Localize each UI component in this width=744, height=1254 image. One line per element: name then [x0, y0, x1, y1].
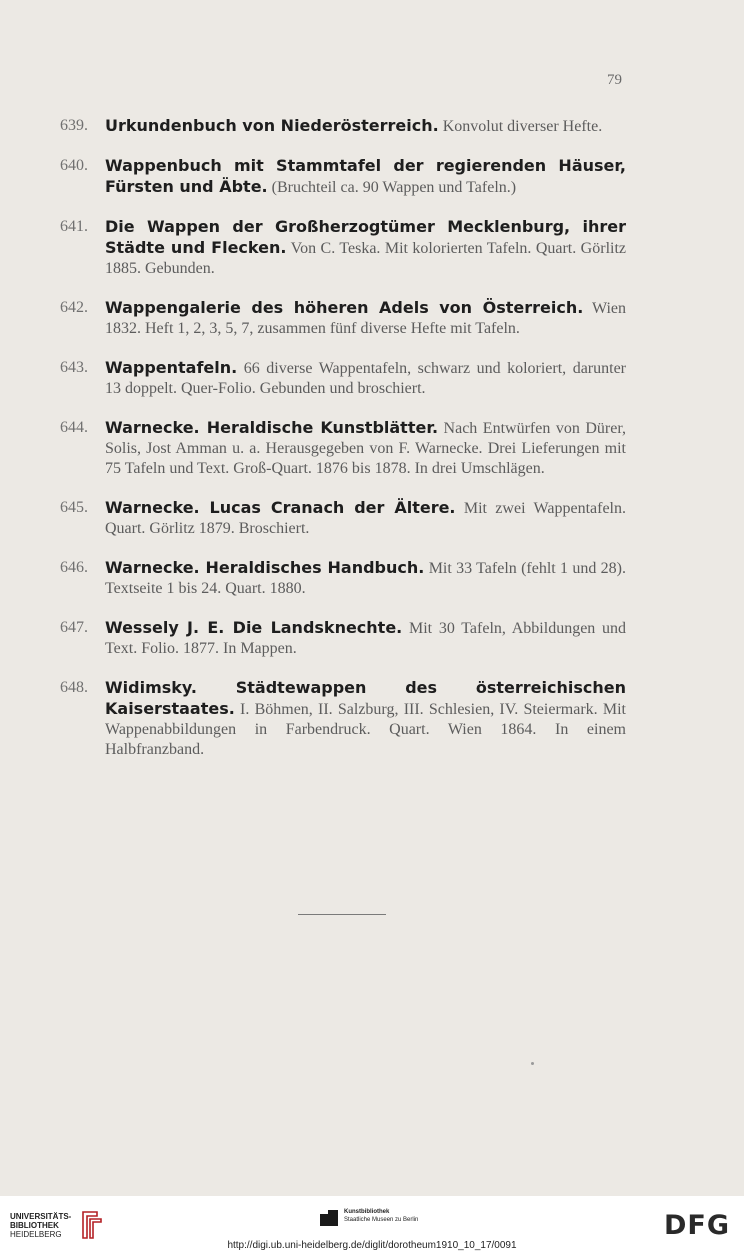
dfg-logo[interactable]: DFG	[663, 1210, 730, 1241]
ub-line-1: UNIVERSITÄTS-	[10, 1211, 72, 1221]
entry-body	[105, 678, 626, 760]
catalog-entry	[60, 418, 626, 479]
entry-number: 641.	[60, 218, 88, 235]
catalog-entry	[60, 678, 626, 760]
entry-body	[105, 498, 626, 539]
entry-body	[105, 156, 626, 198]
entry-text: Mit 30 Tafeln, Abbildungen und Text. Folio. 1877. In Mappen.	[105, 620, 627, 657]
ub-heidelberg-logo[interactable]	[10, 1210, 103, 1240]
entry-number: 645.	[60, 499, 88, 516]
entry-number: 646.	[60, 559, 88, 576]
entry-number: 644.	[60, 419, 88, 436]
entry-title: Warnecke. Heraldische Kunstblätter.	[105, 418, 439, 437]
entry-number: 639.	[60, 117, 88, 134]
entry-text: Nach Entwürfen von Dürer, Solis, Jost Amman u. a. Herausgegeben von F. Warnecke. Drei Lieferungen mit 75 Tafeln und Text. Groß-Quart. 1876 bis 1878. In drei Umschlägen.	[105, 420, 627, 477]
entry-title: Widimsky. Städtewappen des österreichischen Kaiserstaates.	[105, 678, 626, 718]
entry-number: 647.	[60, 619, 88, 636]
section-divider	[298, 914, 386, 915]
source-url-link[interactable]: http://digi.ub.uni-heidelberg.de/diglit/dorotheum1910_10_17/0091	[227, 1240, 517, 1251]
catalog-entry	[60, 498, 626, 539]
kb-line-1: Kunstbibliothek	[344, 1209, 390, 1215]
entry-text: I. Böhmen, II. Salzburg, III. Schlesien, IV. Steiermark. Mit Wappenabbildungen in Farbendruck. Quart. Wien 1864. In einem Halbfranzband.	[105, 701, 626, 758]
kunstbibliothek-text	[344, 1208, 418, 1224]
entry-body	[105, 358, 626, 399]
catalog-entry	[60, 217, 626, 279]
ub-line-2: BIBLIOTHEK	[10, 1220, 59, 1230]
entry-number: 640.	[60, 157, 88, 174]
entry-text: Wien 1832. Heft 1, 2, 3, 5, 7, zusammen fünf diverse Hefte mit Tafeln.	[105, 300, 626, 337]
catalog-entry	[60, 156, 626, 198]
entry-body	[105, 116, 626, 137]
catalog-entry	[60, 116, 626, 137]
paper-speck	[531, 1062, 534, 1065]
entry-title: Warnecke. Lucas Cranach der Ältere.	[105, 498, 456, 517]
catalog-entries	[60, 116, 626, 779]
digitization-footer	[0, 1196, 744, 1254]
entry-title: Die Wappen der Großherzogtümer Mecklenburg, ihrer Städte und Flecken.	[105, 217, 626, 257]
catalog-entry	[60, 358, 626, 399]
entry-text: (Bruchteil ca. 90 Wappen und Tafeln.)	[271, 179, 517, 196]
entry-text: 66 diverse Wappentafeln, schwarz und koloriert, darunter 13 doppelt. Quer-Folio. Gebunden und broschiert.	[105, 360, 627, 397]
entry-text: Konvolut diverser Hefte.	[442, 118, 603, 135]
entry-title: Wappengalerie des höheren Adels von Österreich.	[105, 298, 584, 317]
entry-number: 642.	[60, 299, 88, 316]
kunstbibliothek-emblem-icon	[318, 1208, 340, 1228]
entry-number: 643.	[60, 359, 88, 376]
entry-text: Mit 33 Tafeln (fehlt 1 und 28). Textseite 1 bis 24. Quart. 1880.	[105, 560, 627, 597]
entry-title: Wessely J. E. Die Landsknechte.	[105, 618, 403, 637]
catalog-entry	[60, 298, 626, 339]
catalog-entry	[60, 558, 626, 599]
page-number: 79	[607, 72, 622, 88]
entry-title: Warnecke. Heraldisches Handbuch.	[105, 558, 425, 577]
entry-body	[105, 217, 626, 279]
ub-logo-text	[10, 1212, 71, 1239]
kunstbibliothek-logo[interactable]	[318, 1208, 418, 1228]
entry-body	[105, 558, 626, 599]
entry-body	[105, 618, 626, 659]
ub-emblem-icon	[77, 1210, 103, 1240]
entry-body	[105, 418, 626, 479]
entry-title: Wappentafeln.	[105, 358, 238, 377]
catalog-entry	[60, 618, 626, 659]
entry-title: Wappenbuch mit Stammtafel der regierenden Häuser, Fürsten und Äbte.	[105, 156, 626, 196]
ub-line-3: HEIDELBERG	[10, 1229, 62, 1239]
entry-number: 648.	[60, 679, 88, 696]
entry-title: Urkundenbuch von Niederösterreich.	[105, 116, 439, 135]
entry-text: Mit zwei Wappentafeln. Quart. Görlitz 1879. Broschiert.	[105, 500, 627, 537]
entry-text: Von C. Teska. Mit kolorierten Tafeln. Quart. Görlitz 1885. Gebunden.	[105, 240, 627, 277]
entry-body	[105, 298, 626, 339]
kb-line-2: Staatliche Museen zu Berlin	[344, 1217, 419, 1223]
